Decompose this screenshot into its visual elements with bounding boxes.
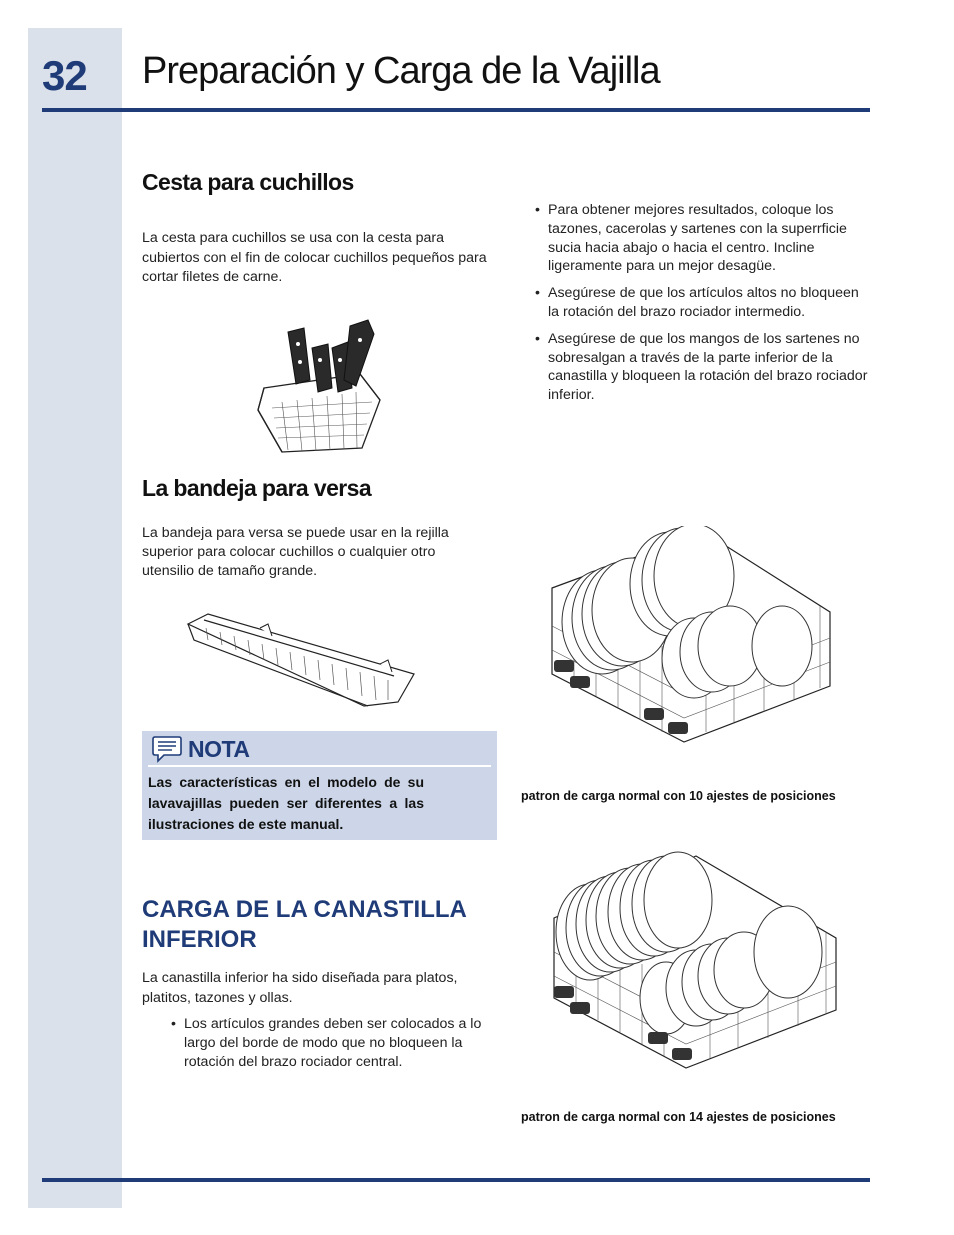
lower-rack-heading: CARGA DE LA CANASTILLA INFERIOR [142, 896, 466, 953]
knife-basket-text: La cesta para cuchillos se usa con la cesta para cubiertos con el fin de colocar cuchillos pequeños para cortar filetes de carne. [142, 230, 487, 285]
page-title: Preparación y Carga de la Vajilla [142, 50, 660, 92]
list-item: • Para obtener mejores resultados, coloque los tazones, cacerolas y sartenes con la superrficie sucia hacia abajo o hacia el centro. Incline ligeramente para un mejor desagüe. [528, 201, 873, 276]
list-item: • Asegúrese de que los mangos de los sartenes no sobresalgan a través de la parte inferior de la canastilla y bloqueen la rotación del brazo rociador inferior. [528, 330, 873, 405]
header-rule [42, 108, 870, 112]
sidebar-band [28, 28, 122, 1208]
versa-tray-heading: La bandeja para versa [142, 475, 372, 501]
versa-tray-text: La bandeja para versa se puede usar en la rejilla superior para colocar cuchillos o cualquier otro utensilio de tamaño grande. [142, 525, 449, 579]
list-item: • Asegúrese de que los artículos altos no bloqueen la rotación del brazo rociador intermedio. [528, 284, 873, 322]
versa-tray-illustration [184, 610, 418, 710]
lower-rack-text: La canastilla inferior ha sido diseñada para platos, platitos, tazones y ollas. [142, 970, 458, 1006]
note-box [142, 731, 497, 840]
rack-10-caption: patron de carga normal con 10 ajestes de posiciones [521, 789, 836, 803]
knife-basket-illustration [252, 318, 392, 454]
note-divider [148, 765, 491, 767]
note-text: Las características en el modelo de su lavavajillas pueden ser diferentes a las ilustraciones de este manual. [148, 774, 424, 832]
rack-14-caption: patron de carga normal con 14 ajestes de posiciones [521, 1110, 836, 1124]
note-title: NOTA [188, 736, 250, 762]
rack-10-settings-illustration [544, 526, 840, 754]
page-number: 32 [42, 52, 87, 99]
lower-rack-bullet-list [164, 1015, 494, 1079]
knife-basket-heading: Cesta para cuchillos [142, 169, 354, 195]
list-item: • Los artículos grandes deben ser colocados a lo largo del borde de modo que no bloqueen la rotación del brazo rociador central. [164, 1015, 494, 1071]
note-icon [152, 735, 182, 763]
footer-rule [42, 1178, 870, 1182]
right-bullet-list [528, 201, 873, 413]
rack-14-settings-illustration [546, 848, 842, 1076]
